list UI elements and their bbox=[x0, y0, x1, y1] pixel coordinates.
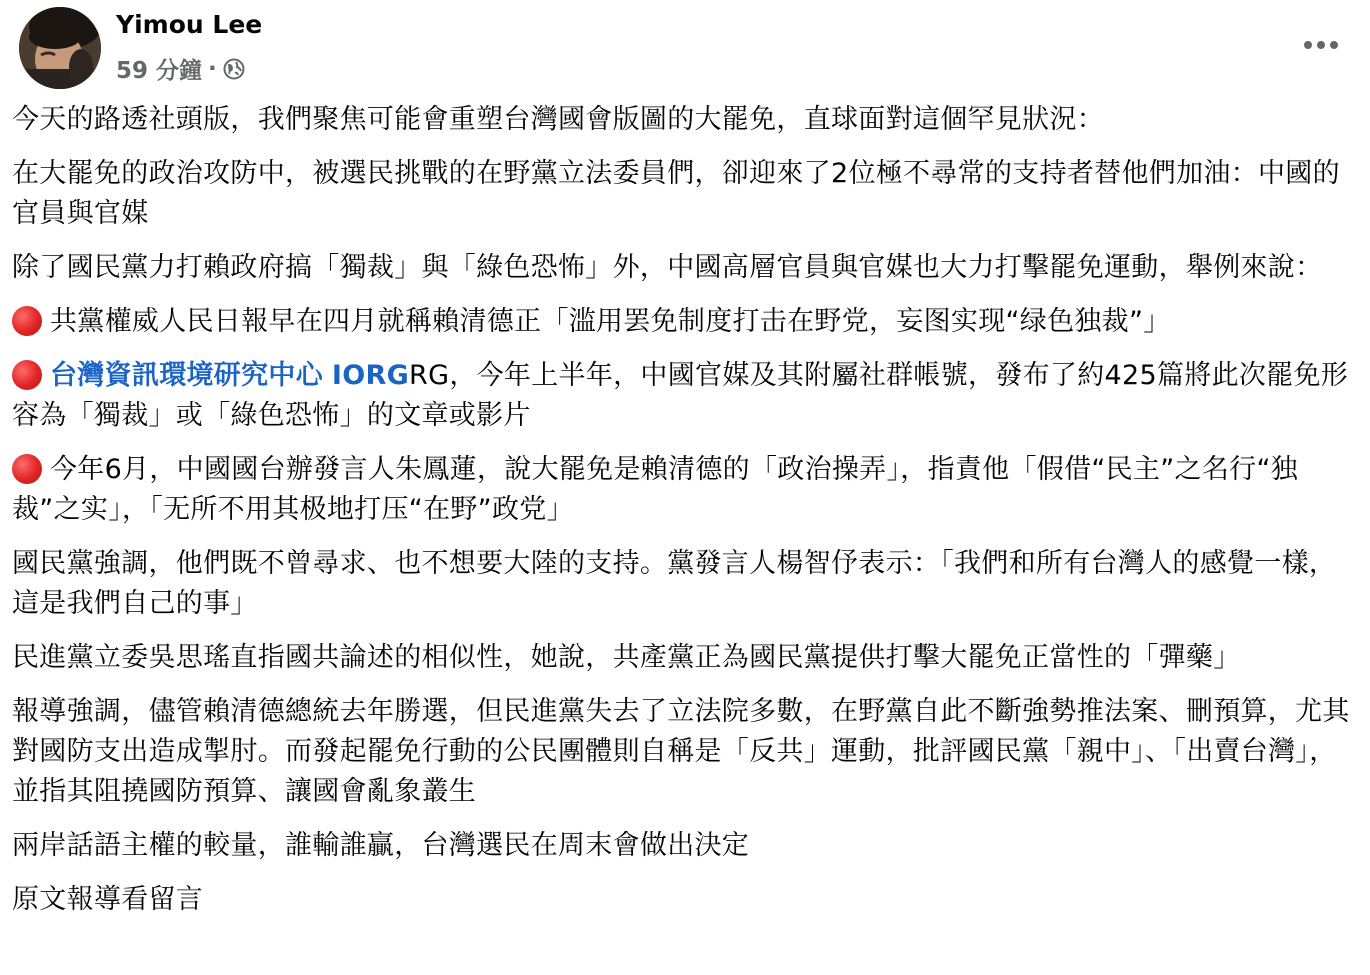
post-body bbox=[12, 100, 1358, 920]
iorg-link[interactable]: IORG bbox=[331, 360, 410, 391]
paragraph-8: 民進黨立委吳思瑤直指國共論述的相似性，她說，共產黨正為國民黨提供打擊大罷免正當性的「彈藥」 bbox=[12, 642, 1241, 673]
paragraph-6 bbox=[12, 450, 1358, 530]
paragraph-4-text: 共黨權威人民日報早在四月就稱賴清德正「滥用罢免制度打击在野党，妄图实现“绿色独裁”」 bbox=[50, 306, 1171, 337]
paragraph-11: 原文報導看留言 bbox=[12, 884, 204, 915]
post-header bbox=[12, 0, 1358, 100]
avatar-photo bbox=[19, 7, 101, 89]
red-circle-icon bbox=[12, 360, 42, 390]
more-options-icon bbox=[1303, 40, 1339, 50]
paragraph-10: 兩岸話語主權的較量，誰輸誰贏，台灣選民在周末會做出決定 bbox=[12, 830, 750, 861]
paragraph-2: 在大罷免的政治攻防中，被選民挑戰的在野黨立法委員們，卻迎來了2位極不尋常的支持者替他們加油：中國的官員與官媒 bbox=[12, 158, 1340, 229]
paragraph-4 bbox=[12, 302, 1358, 342]
author-name[interactable]: Yimou Lee bbox=[116, 10, 263, 39]
paragraph-3: 除了國民黨力打賴政府搞「獨裁」與「綠色恐怖」外，中國高層官員與官媒也大力打擊罷免運動，舉例來說： bbox=[12, 252, 1323, 283]
globe-icon[interactable] bbox=[223, 58, 245, 80]
red-circle-icon bbox=[12, 454, 42, 484]
paragraph-5 bbox=[12, 356, 1358, 436]
post-time[interactable]: 59 分鐘 bbox=[116, 58, 203, 84]
post-meta bbox=[116, 52, 245, 85]
paragraph-5-text: RG，今年上半年，中國官媒及其附屬社群帳號，發布了約425篇將此次罷免形容為「獨裁」或「綠色恐怖」的文章或影片 bbox=[12, 360, 1349, 431]
paragraph-9: 報導強調，儘管賴清德總統去年勝選，但民進黨失去了立法院多數，在野黨自此不斷強勢推法案、刪預算，尤其對國防支出造成掣肘。而發起罷免行動的公民團體則自稱是「反共」運動，批評國民黨「親中」、「出賣台灣」，並指其阻撓國防預算、讓國會亂象叢生 bbox=[12, 696, 1350, 807]
paragraph-1: 今天的路透社頭版，我們聚焦可能會重塑台灣國會版圖的大罷免，直球面對這個罕見狀況： bbox=[12, 104, 1104, 135]
paragraph-7: 國民黨強調，他們既不曾尋求、也不想要大陸的支持。黨發言人楊智伃表示：「我們和所有台灣人的感覺一樣，這是我們自己的事」 bbox=[12, 548, 1337, 619]
author-avatar[interactable] bbox=[19, 7, 101, 89]
meta-separator: · bbox=[208, 55, 217, 82]
paragraph-6-text: 今年6月，中國國台辦發言人朱鳳蓮，說大罷免是賴清德的「政治操弄」，指責他「假借“民主”之名行“独裁”之实」，「无所不用其极地打压“在野”政党」 bbox=[12, 454, 1299, 525]
more-options-button[interactable] bbox=[1299, 25, 1343, 65]
iorg-chinese-link[interactable]: 台灣資訊環境研究中心 bbox=[50, 360, 323, 391]
red-circle-icon bbox=[12, 306, 42, 336]
